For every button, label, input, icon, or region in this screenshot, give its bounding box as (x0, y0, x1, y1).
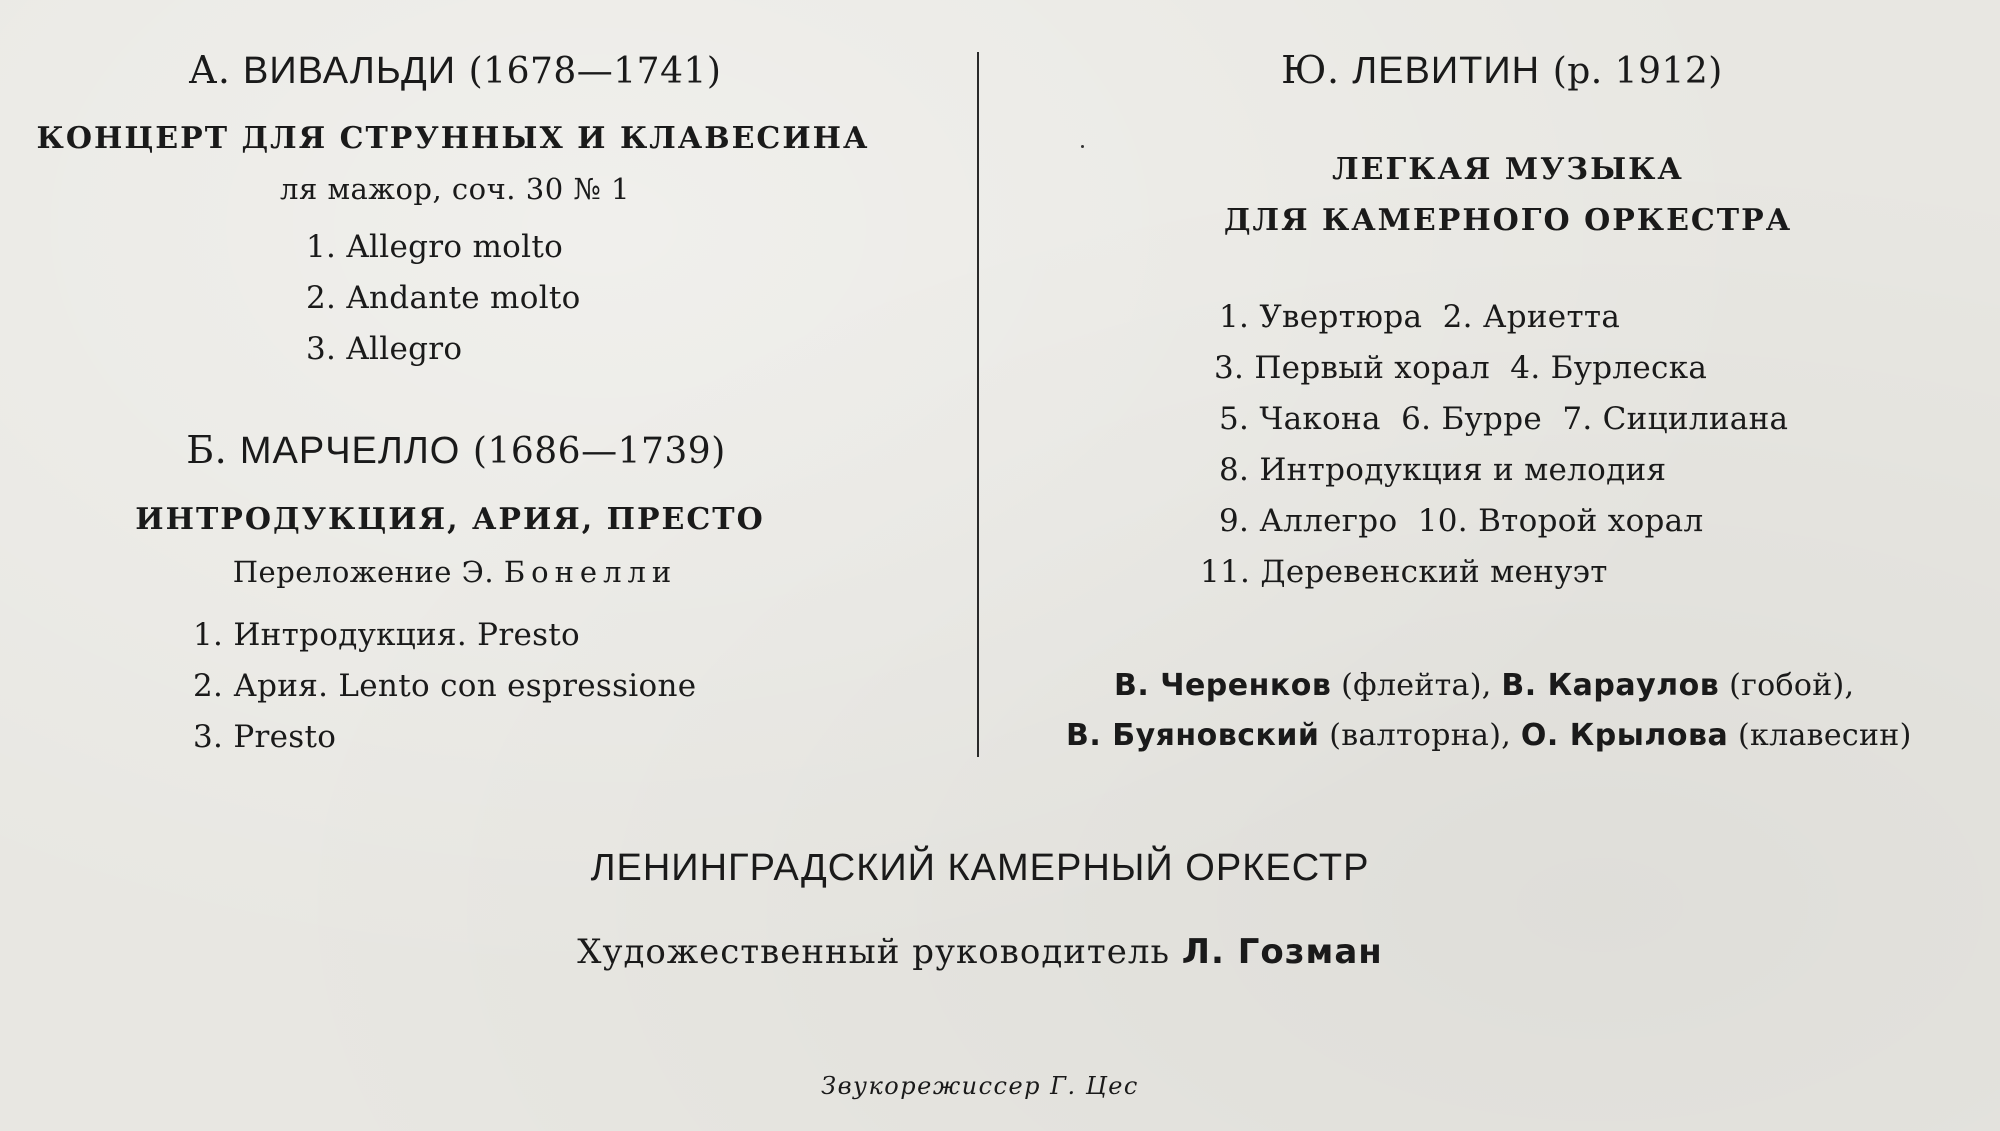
levitin-work-title-line1: ЛЕГКАЯ МУЗЫКА (1332, 152, 1684, 187)
list-item: 2. Andante molto (306, 280, 581, 316)
soloist-instrument: (флейта), (1341, 668, 1492, 703)
vivaldi-work-title: КОНЦЕРТ ДЛЯ СТРУННЫХ И КЛАВЕСИНА (36, 121, 870, 156)
list-item: 9. Аллегро 10. Второй хорал (1219, 503, 1704, 539)
list-item: 1. Увертюра 2. Ариетта (1219, 299, 1621, 335)
list-item: 3. Первый хорал 4. Бурлеска (1214, 350, 1708, 386)
vivaldi-composer-heading (189, 48, 722, 93)
soloist-instrument: (клавесин) (1738, 718, 1912, 753)
arrangement-label: Переложение Э. (232, 555, 495, 589)
soloists-line2 (1066, 718, 1912, 753)
composer-initial: А. (188, 48, 231, 92)
column-divider (977, 52, 979, 757)
list-item: 1. Allegro molto (306, 229, 564, 265)
composer-initial: Ю. (1281, 48, 1340, 92)
levitin-work-title-line2: ДЛЯ КАМЕРНОГО ОРКЕСТРА (1223, 203, 1793, 238)
soloists-line1 (1114, 668, 1854, 703)
marcello-composer-heading (186, 428, 725, 473)
composer-years: (р. 1912) (1552, 51, 1723, 92)
marcello-arrangement (233, 555, 678, 589)
composer-years: (1686—1739) (472, 431, 726, 472)
soloist-name: В. Караулов (1501, 668, 1720, 703)
composer-name: МАРЧЕЛЛО (239, 430, 461, 472)
sound-engineer: Звукорежиссер Г. Цес (821, 1072, 1139, 1100)
levitin-composer-heading (1281, 48, 1723, 93)
composer-years: (1678—1741) (468, 51, 722, 92)
vivaldi-work-key: ля мажор, соч. 30 № 1 (280, 172, 630, 206)
arranger-name: Бонелли (503, 555, 678, 589)
marcello-work-title: ИНТРОДУКЦИЯ, АРИЯ, ПРЕСТО (135, 502, 765, 537)
director-name: Л. Гозман (1181, 932, 1383, 972)
director-label: Художественный руководитель (577, 932, 1170, 972)
list-item: 5. Чакона 6. Бурре 7. Сицилиана (1219, 401, 1789, 437)
soloist-instrument: (валторна), (1329, 718, 1512, 753)
composer-initial: Б. (186, 428, 228, 472)
list-item: 2. Ария. Lento con espressione (193, 668, 697, 704)
composer-name: ЛЕВИТИН (1352, 50, 1541, 92)
list-item: 1. Интродукция. Presto (193, 617, 581, 653)
artistic-director (577, 932, 1383, 972)
list-item: 11. Деревенский менуэт (1200, 554, 1608, 590)
list-item: 3. Allegro (306, 331, 463, 367)
composer-name: ВИВАЛЬДИ (243, 50, 457, 92)
list-item: 3. Presto (193, 719, 337, 755)
soloist-name: В. Черенков (1114, 668, 1332, 703)
soloist-name: В. Буяновский (1066, 718, 1320, 753)
print-speck (1081, 145, 1084, 148)
soloist-name: О. Крылова (1520, 718, 1729, 753)
soloist-instrument: (гобой), (1729, 668, 1855, 703)
list-item: 8. Интродукция и мелодия (1219, 452, 1667, 488)
orchestra-name: ЛЕНИНГРАДСКИЙ КАМЕРНЫЙ ОРКЕСТР (590, 847, 1370, 889)
